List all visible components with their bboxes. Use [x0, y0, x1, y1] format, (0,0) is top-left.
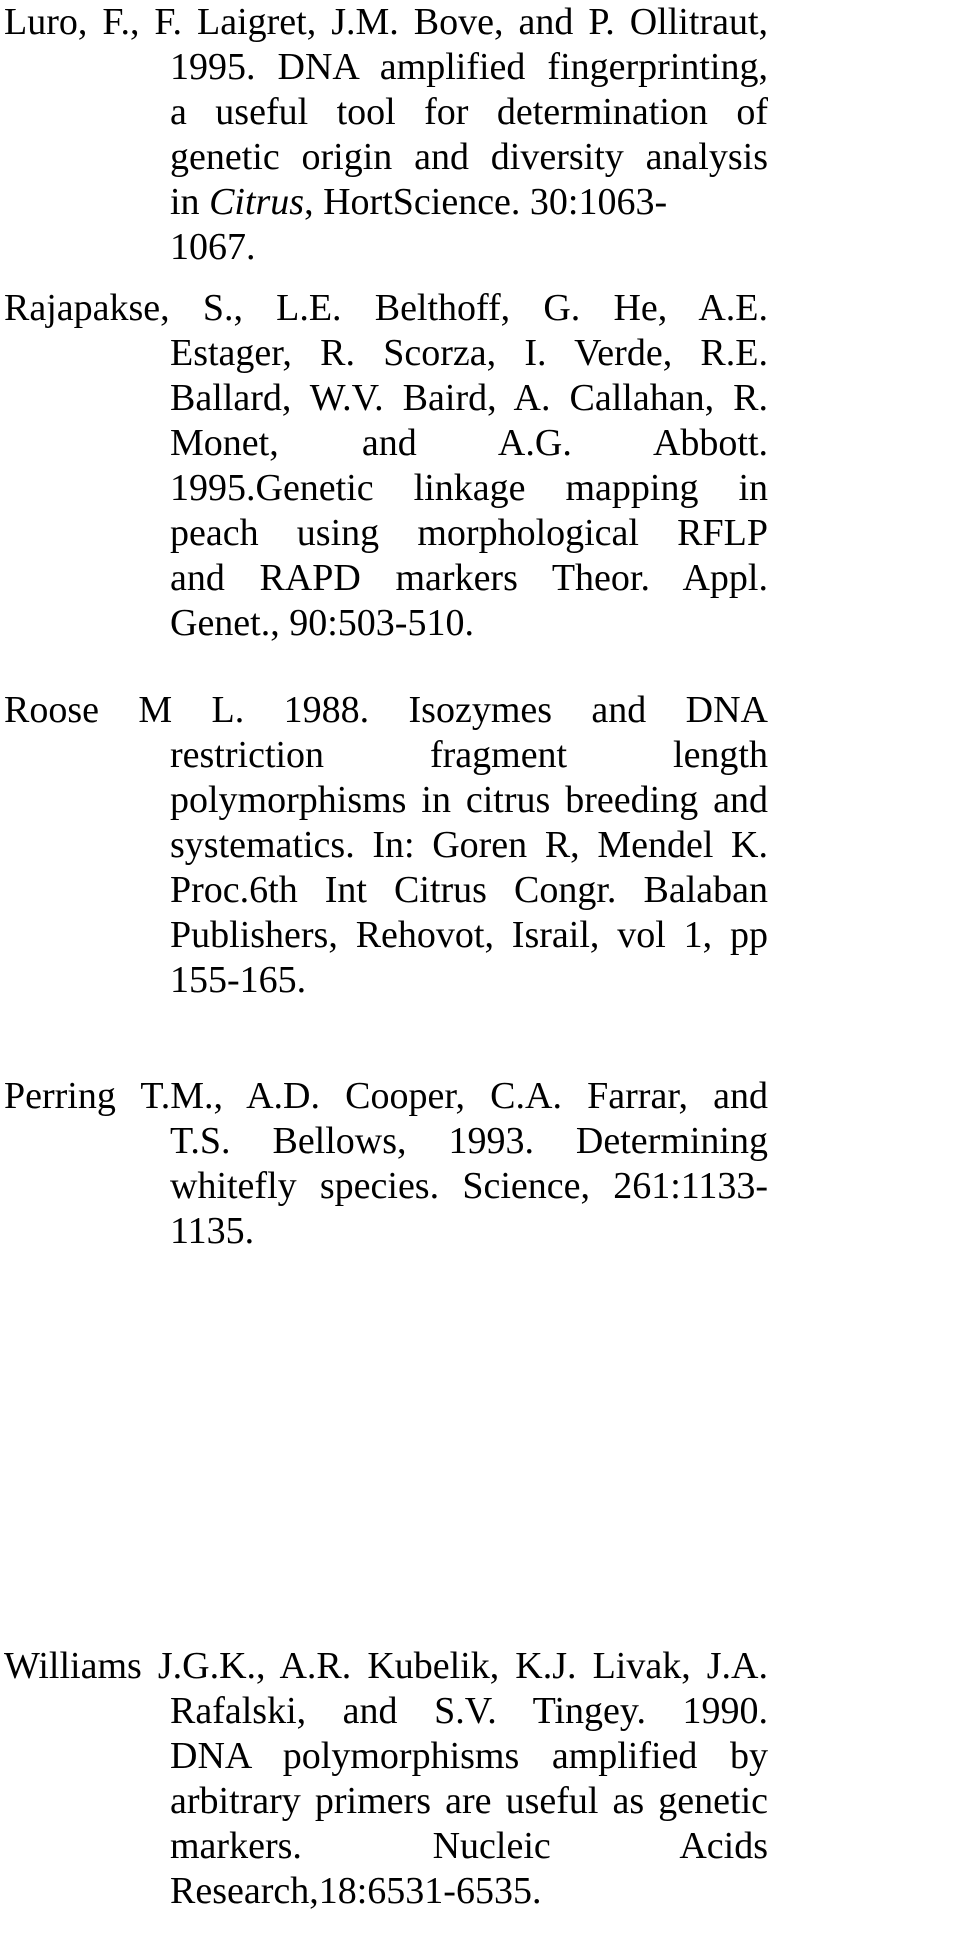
genus-name-italic: Citrus: [209, 181, 305, 223]
reference-line: 1135.: [170, 1210, 255, 1252]
reference-line: 1067.: [170, 226, 256, 268]
reference-line: a useful tool for determination of: [170, 91, 768, 133]
reference-line: Roose M L. 1988. Isozymes and DNA: [4, 689, 768, 731]
reference-text: , HortScience. 30:1063-: [304, 181, 668, 223]
reference-line: Proc.6th Int Citrus Congr. Balaban: [170, 869, 768, 911]
reference-rajapakse-1995: [4, 286, 768, 646]
reference-line: Ballard, W.V. Baird, A. Callahan, R.: [170, 377, 768, 419]
reference-line: T.S. Bellows, 1993. Determining: [170, 1120, 768, 1162]
reference-line: [4, 180, 768, 225]
reference-line: arbitrary primers are useful as genetic: [170, 1780, 768, 1822]
reference-text: in: [170, 181, 210, 223]
reference-line: Williams J.G.K., A.R. Kubelik, K.J. Livak, J.A.: [4, 1645, 768, 1687]
reference-line: Rajapakse, S., L.E. Belthoff, G. He, A.E.: [4, 287, 768, 329]
reference-line: systematics. In: Goren R, Mendel K.: [170, 824, 768, 866]
reference-line: polymorphisms in citrus breeding and: [170, 779, 768, 821]
reference-line: Monet, and A.G. Abbott.: [170, 422, 768, 464]
reference-line: Perring T.M., A.D. Cooper, C.A. Farrar, and: [4, 1075, 768, 1117]
reference-line: peach using morphological RFLP: [170, 512, 768, 554]
reference-line: Genet., 90:503-510.: [170, 602, 474, 644]
reference-line: Estager, R. Scorza, I. Verde, R.E.: [170, 332, 768, 374]
reference-roose-1988: [4, 688, 768, 1003]
reference-line: 1995.Genetic linkage mapping in: [170, 467, 768, 509]
reference-line: 1995. DNA amplified fingerprinting,: [170, 46, 768, 88]
reference-luro-1995: [4, 0, 768, 270]
reference-williams-1990: [4, 1644, 768, 1914]
reference-line: whitefly species. Science, 261:1133-: [170, 1165, 768, 1207]
reference-line: Rafalski, and S.V. Tingey. 1990.: [170, 1690, 768, 1732]
reference-line: restriction fragment length: [170, 734, 768, 776]
reference-line: Research,18:6531-6535.: [170, 1870, 542, 1912]
reference-line: DNA polymorphisms amplified by: [170, 1735, 768, 1777]
reference-line: 155-165.: [170, 959, 307, 1001]
reference-line: Publishers, Rehovot, Israil, vol 1, pp: [170, 914, 768, 956]
reference-line: markers. Nucleic Acids: [170, 1825, 768, 1867]
reference-line: genetic origin and diversity analysis: [170, 136, 768, 178]
reference-line: Luro, F., F. Laigret, J.M. Bove, and P. Ollitraut,: [4, 1, 768, 43]
reference-perring-1993: [4, 1074, 768, 1254]
reference-line: and RAPD markers Theor. Appl.: [170, 557, 768, 599]
